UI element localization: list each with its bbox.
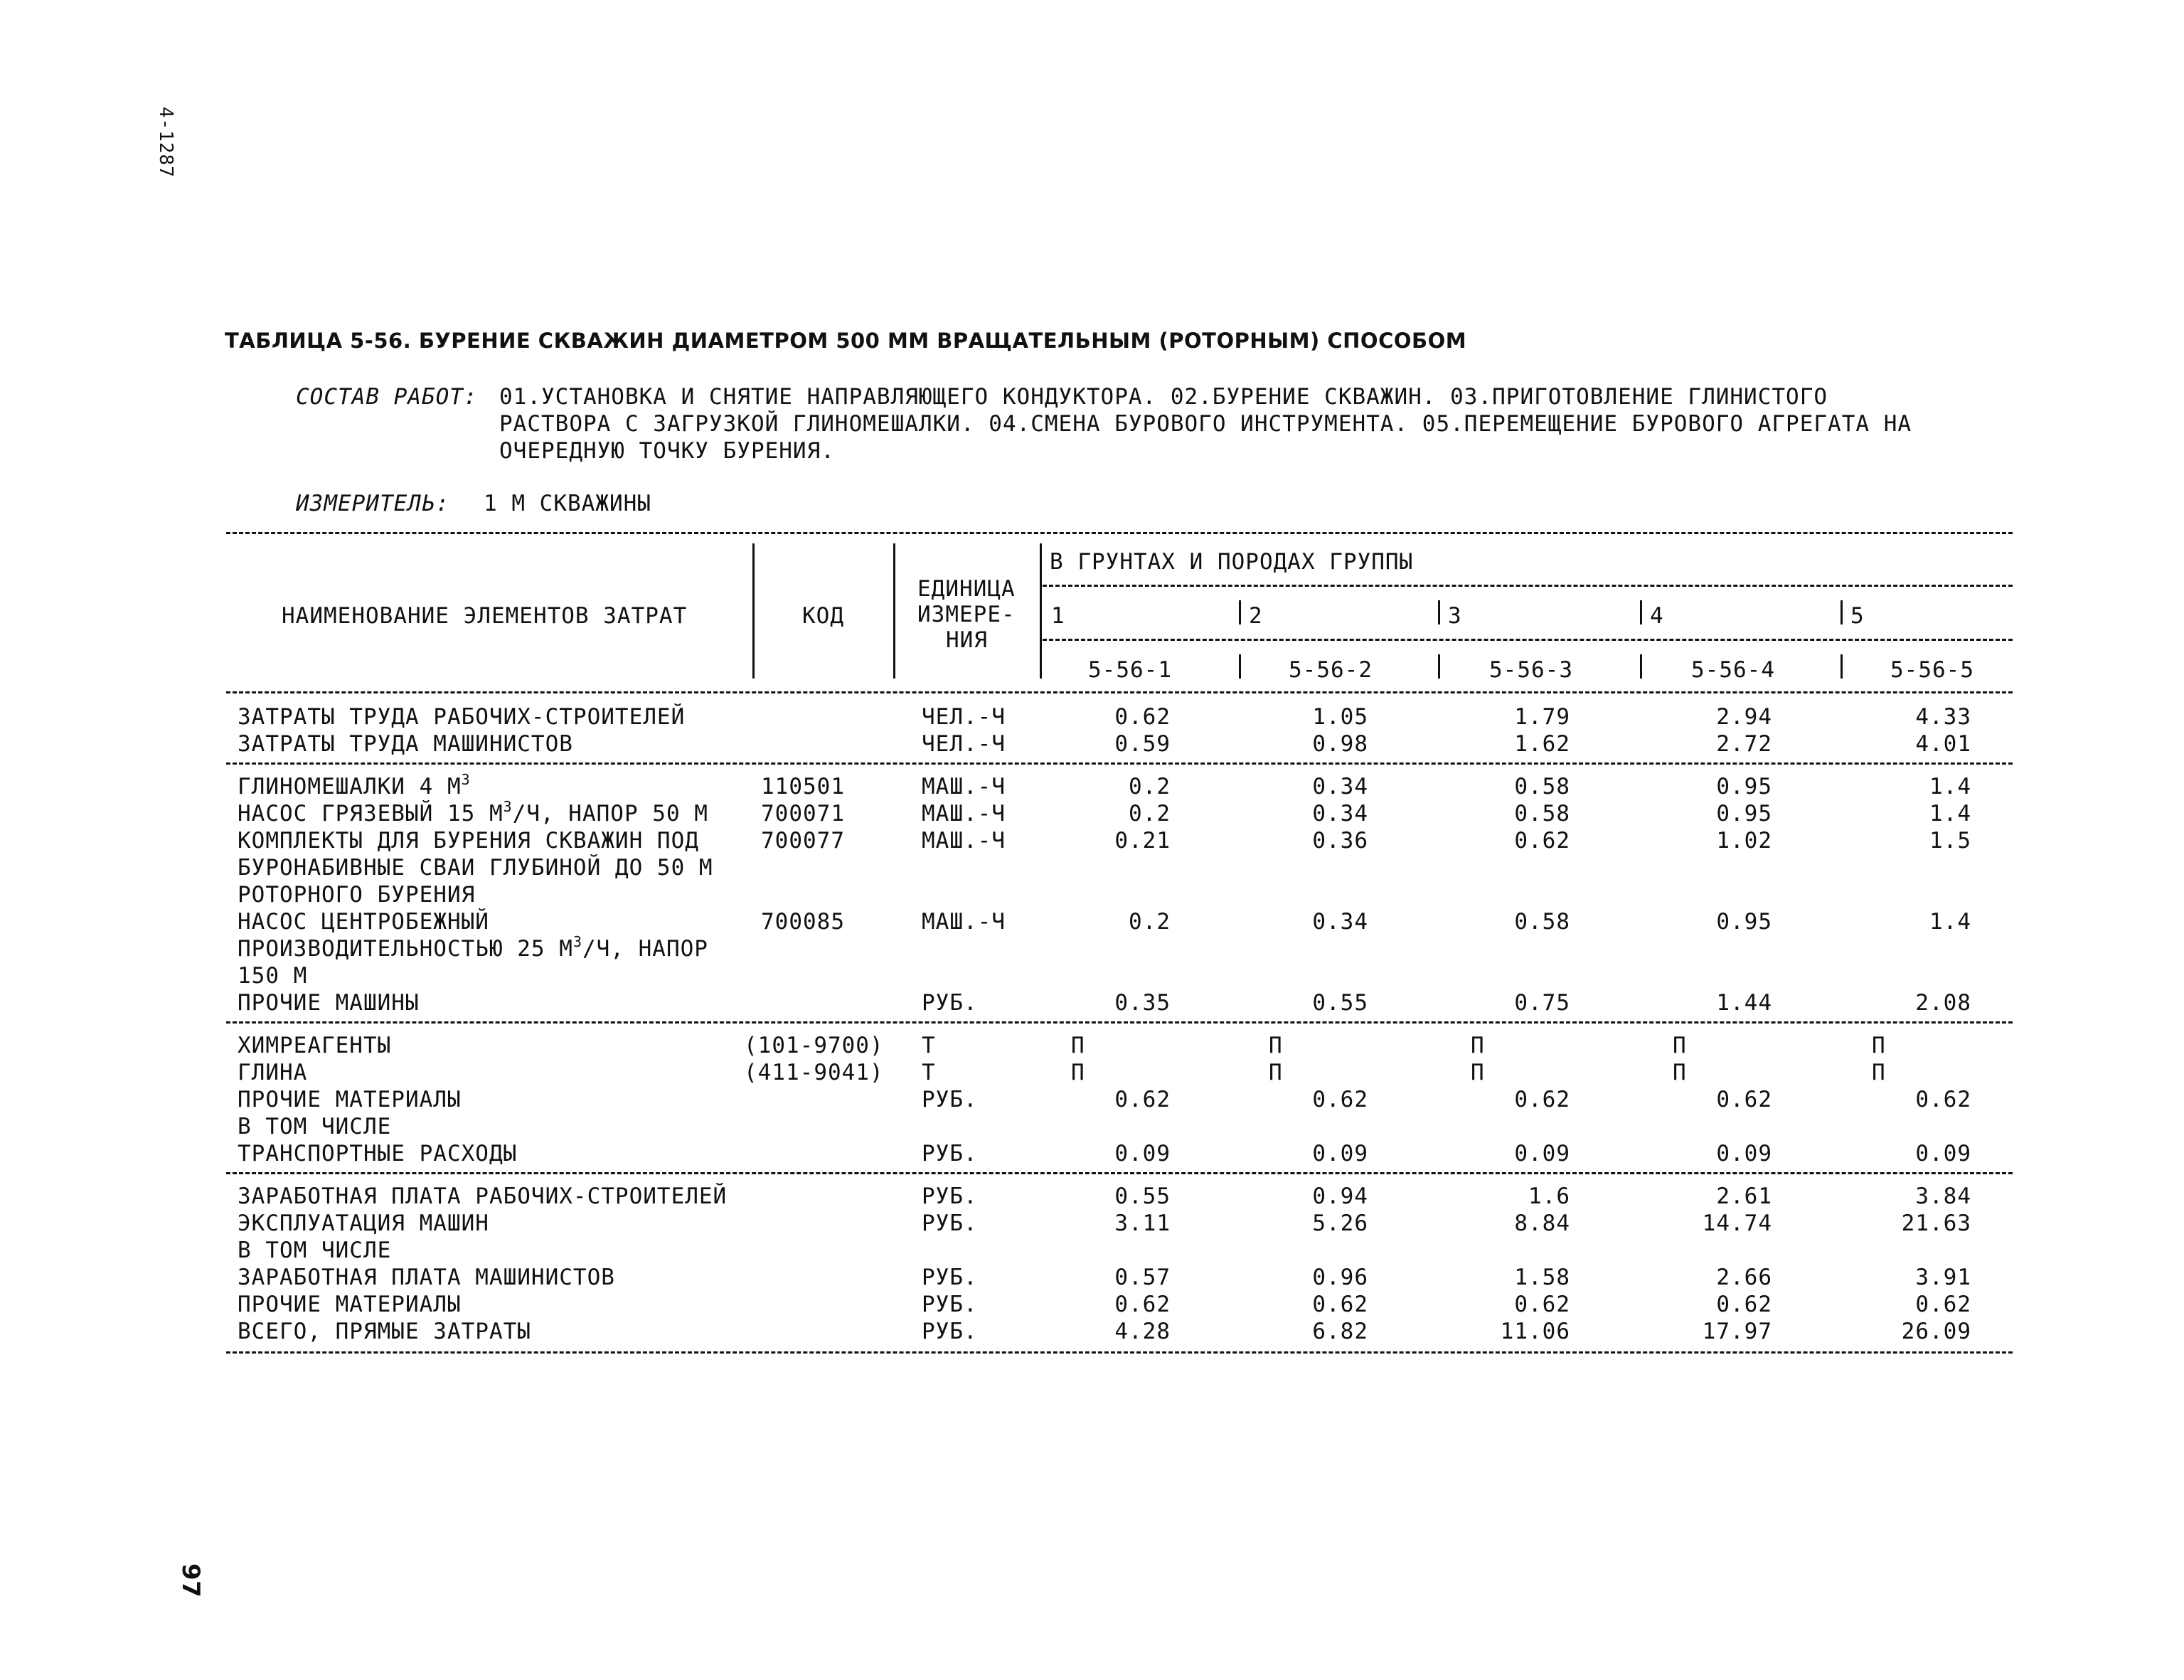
- column-code: 5-56-4: [1691, 657, 1775, 683]
- column-code: 5-56-5: [1890, 657, 1974, 683]
- row-value: 0.62: [1114, 704, 1171, 730]
- column-code: 5-56-2: [1289, 657, 1373, 683]
- row-value: 0.62: [1716, 1292, 1772, 1317]
- row-value: 0.62: [1312, 1292, 1368, 1317]
- row-unit: МАШ.-Ч: [922, 774, 1006, 799]
- row-name: [238, 1141, 517, 1166]
- row-unit: РУБ.: [922, 1141, 978, 1166]
- row-name-text: В ТОМ ЧИСЛЕ: [238, 1238, 392, 1263]
- row-value: 1.4: [1929, 909, 1971, 935]
- row-code: 700077: [761, 828, 845, 854]
- row-name: [238, 1114, 391, 1139]
- row-name-text: КОМПЛЕКТЫ ДЛЯ БУРЕНИЯ СКВАЖИН ПОД: [238, 828, 699, 854]
- row-name-superscript: 3: [503, 798, 513, 815]
- row-code: (411-9041): [744, 1060, 884, 1085]
- row-value: 1.05: [1312, 704, 1368, 730]
- row-value: 0.62: [1514, 1292, 1570, 1317]
- row-value: 0.62: [1514, 1087, 1570, 1112]
- page-number: 97: [176, 1563, 205, 1598]
- row-value: 1.6: [1528, 1184, 1570, 1209]
- row-value: 0.09: [1114, 1141, 1171, 1166]
- row-value: 21.63: [1901, 1211, 1971, 1236]
- row-value: 0.09: [1915, 1141, 1971, 1166]
- row-value: 0.59: [1114, 731, 1171, 757]
- row-value: 4.28: [1114, 1319, 1171, 1344]
- row-value: П: [1673, 1033, 1687, 1058]
- row-name-text: ВСЕГО, ПРЯМЫЕ ЗАТРАТЫ: [238, 1319, 531, 1344]
- row-value: П: [1071, 1060, 1085, 1085]
- row-value: 0.2: [1129, 909, 1171, 935]
- row-name-superscript: 3: [461, 771, 471, 788]
- work-composition-line: ОЧЕРЕДНУЮ ТОЧКУ БУРЕНИЯ.: [499, 438, 835, 464]
- work-composition-label: СОСТАВ РАБОТ:: [296, 384, 478, 410]
- column-code: 5-56-3: [1489, 657, 1573, 683]
- row-value: 4.01: [1915, 731, 1971, 757]
- row-value: 0.95: [1716, 801, 1772, 826]
- row-value: 1.58: [1514, 1265, 1570, 1290]
- row-value: 6.82: [1312, 1319, 1368, 1344]
- row-name-text: НАСОС ЦЕНТРОБЕЖНЫЙ: [238, 909, 489, 935]
- row-name: [238, 1033, 391, 1058]
- group-number: 2: [1249, 603, 1263, 629]
- row-name-text: БУРОНАБИВНЫЕ СВАИ ГЛУБИНОЙ ДО 50 М: [238, 855, 713, 881]
- group-divider: [1841, 600, 1843, 624]
- row-unit: РУБ.: [922, 990, 978, 1016]
- row-value: 0.09: [1514, 1141, 1570, 1166]
- row-value: 0.35: [1114, 990, 1171, 1016]
- row-value: П: [1269, 1060, 1283, 1085]
- row-value: 8.84: [1514, 1211, 1570, 1236]
- header-group-title: В ГРУНТАХ И ПОРОДАХ ГРУППЫ: [1050, 549, 1414, 575]
- row-value: 11.06: [1500, 1319, 1570, 1344]
- row-value: 1.44: [1716, 990, 1772, 1016]
- header-divider: [752, 543, 755, 679]
- row-value: 0.96: [1312, 1265, 1368, 1290]
- group-number: 3: [1448, 603, 1462, 629]
- row-value: 0.62: [1915, 1292, 1971, 1317]
- measure-label: ИЗМЕРИТЕЛЬ:: [296, 491, 450, 516]
- section-rule: [226, 762, 2013, 765]
- row-value: 0.09: [1312, 1141, 1368, 1166]
- row-name: [238, 882, 475, 908]
- code-divider: [1239, 654, 1241, 679]
- row-value: 0.95: [1716, 774, 1772, 799]
- row-name-suffix: /Ч, НАПОР 50 М: [512, 801, 708, 826]
- row-value: 0.34: [1312, 774, 1368, 799]
- row-value: 2.66: [1716, 1265, 1772, 1290]
- row-name: [238, 1060, 307, 1085]
- row-value: 0.58: [1514, 909, 1570, 935]
- row-name-text: ЗАТРАТЫ ТРУДА МАШИНИСТОВ: [238, 731, 573, 757]
- row-unit: РУБ.: [922, 1265, 978, 1290]
- row-name-text: РОТОРНОГО БУРЕНИЯ: [238, 882, 476, 908]
- group-number: 5: [1850, 603, 1865, 629]
- row-name: [238, 1211, 489, 1236]
- group-number: 4: [1650, 603, 1664, 629]
- header-name: НАИМЕНОВАНИЕ ЭЛЕМЕНТОВ ЗАТРАТ: [282, 603, 688, 629]
- rule-top: [226, 532, 2013, 534]
- row-code: 700085: [761, 909, 845, 935]
- document-code: 4-1287: [155, 107, 176, 178]
- row-name: [238, 963, 307, 989]
- row-value: 0.09: [1716, 1141, 1772, 1166]
- row-name-text: ПРОЧИЕ МАТЕРИАЛЫ: [238, 1087, 462, 1112]
- row-unit: РУБ.: [922, 1087, 978, 1112]
- row-value: 0.36: [1312, 828, 1368, 854]
- row-name-text: ЗАТРАТЫ ТРУДА РАБОЧИХ-СТРОИТЕЛЕЙ: [238, 704, 686, 730]
- row-unit: ЧЕЛ.-Ч: [922, 704, 1006, 730]
- row-value: П: [1471, 1060, 1485, 1085]
- row-name-text: В ТОМ ЧИСЛЕ: [238, 1114, 392, 1139]
- row-value: 0.2: [1129, 774, 1171, 799]
- row-value: 2.72: [1716, 731, 1772, 757]
- row-name-text: ПРОИЗВОДИТЕЛЬНОСТЬЮ 25 М: [238, 936, 573, 962]
- row-value: 0.62: [1114, 1292, 1171, 1317]
- row-value: 2.94: [1716, 704, 1772, 730]
- row-unit: РУБ.: [922, 1292, 978, 1317]
- row-unit: РУБ.: [922, 1211, 978, 1236]
- header-divider: [1040, 543, 1042, 679]
- code-divider: [1841, 654, 1843, 679]
- row-name: [238, 909, 489, 935]
- row-name: [238, 1265, 615, 1290]
- group-number: 1: [1051, 603, 1065, 629]
- row-name-text: ХИМРЕАГЕНТЫ: [238, 1033, 392, 1058]
- row-value: 0.21: [1114, 828, 1171, 854]
- code-divider: [1640, 654, 1642, 679]
- row-value: 1.4: [1929, 801, 1971, 826]
- row-name: [238, 990, 420, 1016]
- row-value: П: [1471, 1033, 1485, 1058]
- row-name: [238, 1292, 462, 1317]
- row-value: 0.62: [1114, 1087, 1171, 1112]
- row-code: (101-9700): [744, 1033, 884, 1058]
- row-name: [238, 1319, 531, 1344]
- row-value: 17.97: [1702, 1319, 1772, 1344]
- row-value: 1.79: [1514, 704, 1570, 730]
- row-name-text: ТРАНСПОРТНЫЕ РАСХОДЫ: [238, 1141, 518, 1166]
- row-name: [238, 933, 708, 962]
- row-value: 0.34: [1312, 909, 1368, 935]
- row-value: 4.33: [1915, 704, 1971, 730]
- section-rule: [226, 1172, 2013, 1174]
- row-unit: Т: [922, 1033, 936, 1058]
- row-name: [238, 855, 713, 881]
- row-value: 5.26: [1312, 1211, 1368, 1236]
- row-value: 2.08: [1915, 990, 1971, 1016]
- row-value: 1.4: [1929, 774, 1971, 799]
- header-unit: ЕДИНИЦА: [917, 576, 1016, 602]
- row-value: 1.5: [1929, 828, 1971, 854]
- row-value: 3.11: [1114, 1211, 1171, 1236]
- row-value: 0.57: [1114, 1265, 1171, 1290]
- row-value: 0.34: [1312, 801, 1368, 826]
- column-code: 5-56-1: [1088, 657, 1172, 683]
- header-code: КОД: [802, 603, 844, 629]
- row-value: 0.55: [1312, 990, 1368, 1016]
- row-name-text: ПРОЧИЕ МАТЕРИАЛЫ: [238, 1292, 462, 1317]
- row-name: [238, 731, 573, 757]
- row-value: 0.62: [1915, 1087, 1971, 1112]
- row-code: 110501: [761, 774, 845, 799]
- row-value: 26.09: [1901, 1319, 1971, 1344]
- row-value: П: [1673, 1060, 1687, 1085]
- row-name: [238, 1238, 391, 1263]
- row-name: [238, 1087, 462, 1112]
- row-name-superscript: 3: [572, 933, 582, 950]
- row-value: 0.94: [1312, 1184, 1368, 1209]
- row-name-text: ГЛИНОМЕШАЛКИ 4 М: [238, 774, 462, 799]
- table-title: ТАБЛИЦА 5-56. БУРЕНИЕ СКВАЖИН ДИАМЕТРОМ 500 ММ ВРАЩАТЕЛЬНЫМ (РОТОРНЫМ) СПОСОБОМ: [225, 329, 1467, 353]
- row-value: 14.74: [1702, 1211, 1772, 1236]
- row-value: 0.2: [1129, 801, 1171, 826]
- work-composition-line: РАСТВОРА С ЗАГРУЗКОЙ ГЛИНОМЕШАЛКИ. 04.СМЕНА БУРОВОГО ИНСТРУМЕНТА. 05.ПЕРЕМЕЩЕНИЕ БУРОВОГО АГРЕГАТА НА: [499, 411, 1912, 437]
- row-unit: Т: [922, 1060, 936, 1085]
- row-value: 1.62: [1514, 731, 1570, 757]
- row-value: П: [1872, 1033, 1886, 1058]
- row-value: П: [1269, 1033, 1283, 1058]
- group-divider: [1640, 600, 1642, 624]
- row-value: П: [1872, 1060, 1886, 1085]
- row-value: 0.55: [1114, 1184, 1171, 1209]
- row-name: [238, 828, 699, 854]
- group-divider: [1239, 600, 1241, 624]
- row-name-text: ЗАРАБОТНАЯ ПЛАТА РАБОЧИХ-СТРОИТЕЛЕЙ: [238, 1184, 728, 1209]
- section-rule: [226, 1021, 2013, 1024]
- header-divider: [893, 543, 895, 679]
- row-value: 0.62: [1312, 1087, 1368, 1112]
- rule-bottom: [226, 1351, 2013, 1354]
- row-value: 3.91: [1915, 1265, 1971, 1290]
- row-value: 2.61: [1716, 1184, 1772, 1209]
- code-divider: [1438, 654, 1440, 679]
- rule-code-sub: [1043, 639, 2013, 641]
- row-value: 0.62: [1716, 1087, 1772, 1112]
- measure-value: 1 М СКВАЖИНЫ: [484, 491, 651, 516]
- row-value: 0.98: [1312, 731, 1368, 757]
- row-value: 3.84: [1915, 1184, 1971, 1209]
- row-value: 0.58: [1514, 774, 1570, 799]
- row-name-suffix: /Ч, НАПОР: [582, 936, 708, 962]
- row-value: 0.75: [1514, 990, 1570, 1016]
- rule-header-bottom: [226, 691, 2013, 693]
- row-unit: РУБ.: [922, 1319, 978, 1344]
- row-code: 700071: [761, 801, 845, 826]
- row-value: П: [1071, 1033, 1085, 1058]
- header-unit: НИЯ: [946, 627, 988, 653]
- row-unit: ЧЕЛ.-Ч: [922, 731, 1006, 757]
- rule-group-sub: [1043, 585, 2013, 587]
- row-name: [238, 798, 708, 826]
- row-unit: РУБ.: [922, 1184, 978, 1209]
- row-name: [238, 1184, 727, 1209]
- row-name: [238, 771, 471, 799]
- row-value: 0.62: [1514, 828, 1570, 854]
- row-name-text: ГЛИНА: [238, 1060, 308, 1085]
- row-name-text: 150 М: [238, 963, 308, 989]
- work-composition-line: 01.УСТАНОВКА И СНЯТИЕ НАПРАВЛЯЮЩЕГО КОНДУКТОРА. 02.БУРЕНИЕ СКВАЖИН. 03.ПРИГОТОВЛЕНИЕ ГЛИНИСТОГО: [499, 384, 1828, 410]
- row-name-text: ЭКСПЛУАТАЦИЯ МАШИН: [238, 1211, 489, 1236]
- row-value: 0.95: [1716, 909, 1772, 935]
- row-unit: МАШ.-Ч: [922, 909, 1006, 935]
- row-name: [238, 704, 685, 730]
- row-value: 0.58: [1514, 801, 1570, 826]
- row-name-text: НАСОС ГРЯЗЕВЫЙ 15 М: [238, 801, 504, 826]
- header-unit: ИЗМЕРЕ-: [917, 602, 1016, 627]
- row-value: 1.02: [1716, 828, 1772, 854]
- group-divider: [1438, 600, 1440, 624]
- row-name-text: ЗАРАБОТНАЯ ПЛАТА МАШИНИСТОВ: [238, 1265, 615, 1290]
- row-name-text: ПРОЧИЕ МАШИНЫ: [238, 990, 420, 1016]
- row-unit: МАШ.-Ч: [922, 801, 1006, 826]
- row-unit: МАШ.-Ч: [922, 828, 1006, 854]
